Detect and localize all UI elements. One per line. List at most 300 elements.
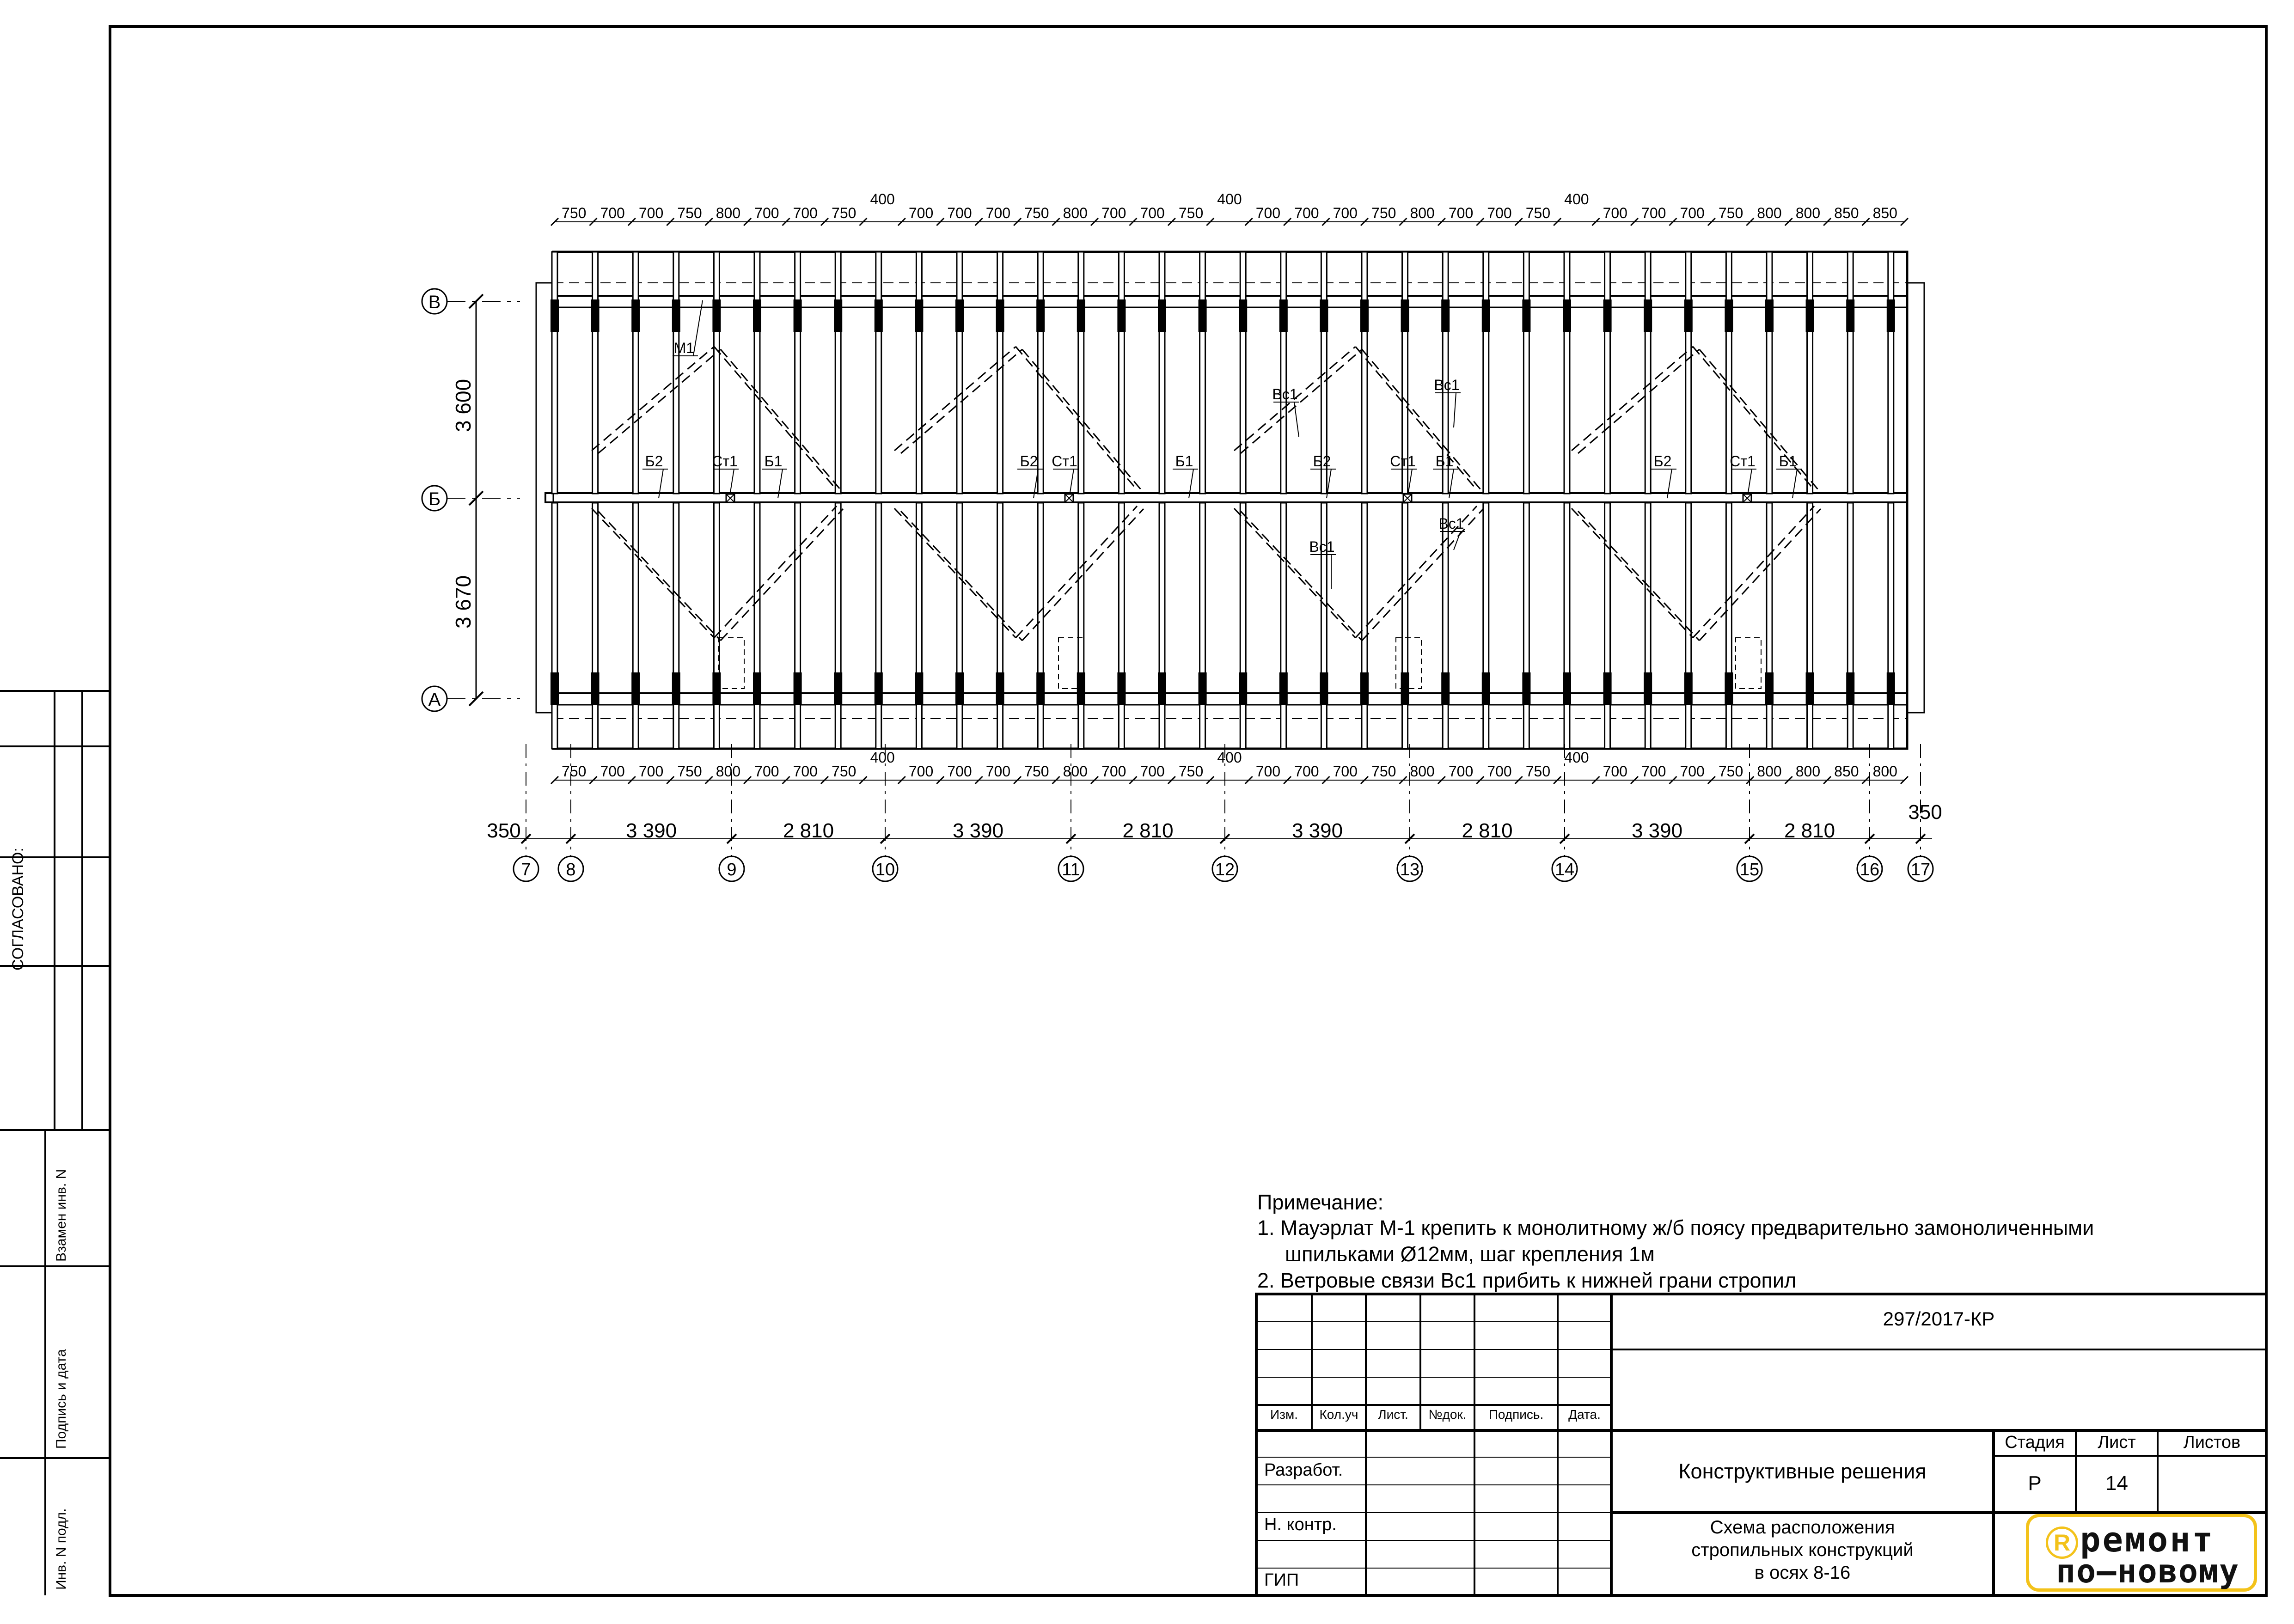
- rafter-bearing-top: [1441, 299, 1450, 332]
- top-pitch-label: 800: [1795, 205, 1821, 221]
- rafter-upper: [1240, 252, 1246, 494]
- tag-label: Ст1: [1052, 453, 1077, 470]
- wind-brace: [1572, 508, 1693, 638]
- rafter-lower: [714, 503, 719, 749]
- element-tags: [642, 300, 1802, 589]
- company-logo: [2026, 1514, 2257, 1592]
- rafter-bearing-bottom: [1725, 672, 1733, 705]
- rafter-bearing-bottom: [1279, 672, 1288, 705]
- wind-brace: [1578, 511, 1700, 641]
- sheet-label: Лист: [2098, 1433, 2136, 1452]
- col-qty: Кол.уч: [1319, 1407, 1358, 1422]
- rafter-bearing-bottom: [1360, 672, 1369, 705]
- role-norm-control: Н. контр.: [1264, 1515, 1337, 1534]
- top-pitch-label: 700: [1294, 205, 1319, 221]
- bottom-pitch-label: 700: [600, 763, 625, 780]
- note-2: 2. Ветровые связи Вс1 прибить к нижней грани стропил: [1257, 1269, 1797, 1292]
- rafter-upper: [997, 252, 1003, 494]
- drawing-title-1: Схема расположения: [1710, 1517, 1895, 1538]
- rafter-bearing-bottom: [1563, 672, 1571, 705]
- rafter-bearing-top: [1725, 299, 1733, 332]
- top-pitch-label: 700: [1101, 205, 1126, 221]
- wind-brace: [1693, 506, 1815, 638]
- rafter-bearing-bottom: [794, 672, 802, 705]
- rafter-bearing-top: [712, 299, 721, 332]
- tag-label: Вс1: [1438, 515, 1464, 532]
- rafter-bearing-bottom: [875, 672, 883, 705]
- top-pitch-label: 400: [1564, 191, 1589, 208]
- top-pitch-label: 400: [1217, 191, 1242, 208]
- bottom-pitch-label: 750: [677, 763, 702, 780]
- section-title: Конструктивные решения: [1678, 1459, 1927, 1483]
- wind-brace: [598, 349, 721, 453]
- dim-3670: 3 670: [451, 575, 475, 629]
- stamp-sign-date: Подпись и дата: [54, 1349, 69, 1449]
- top-pitch-label: 750: [832, 205, 856, 221]
- rafter-bearing-bottom: [1199, 672, 1207, 705]
- bottom-pitch-label: 750: [1178, 763, 1204, 780]
- rafter-upper: [835, 252, 841, 494]
- rafter-bearing-bottom: [1806, 672, 1814, 705]
- top-pitch-label: 750: [1178, 205, 1204, 221]
- rafter-bearing-top: [1199, 299, 1207, 332]
- rafter-bearing-top: [834, 299, 842, 332]
- rafter-bearing-top: [1077, 299, 1085, 332]
- tag-leader: [1454, 531, 1461, 550]
- top-pitch-label: 750: [562, 205, 587, 221]
- rafter-bearing-top: [672, 299, 680, 332]
- rafter-bearing-bottom: [1158, 672, 1166, 705]
- rafter-bearing-top: [631, 299, 640, 332]
- rafter-bearing-bottom: [1644, 672, 1652, 705]
- top-pitch-label: 700: [908, 205, 934, 221]
- top-pitch-label: 800: [1063, 205, 1088, 221]
- rafter-bearing-bottom: [1765, 672, 1774, 705]
- sheets-label: Листов: [2183, 1433, 2241, 1452]
- wind-brace: [598, 511, 721, 641]
- rafter-lower: [1847, 503, 1853, 749]
- rafter-bearing-top: [794, 299, 802, 332]
- rafter-bearing-top: [1522, 299, 1530, 332]
- tag-label: Б1: [1779, 453, 1797, 470]
- sheet-frame: [110, 26, 2266, 1595]
- stamp-replaced-inv: Взамен инв. N: [54, 1169, 69, 1262]
- bottom-pitch-label: 750: [1024, 763, 1049, 780]
- rafter-upper: [1362, 252, 1367, 494]
- rafter-upper: [876, 252, 881, 494]
- support-post-outline: [719, 638, 744, 689]
- bottom-pitch-label: 700: [754, 763, 779, 780]
- tag-leader: [693, 300, 703, 356]
- rafter-lower: [997, 503, 1003, 749]
- rafter-upper: [754, 252, 760, 494]
- rafter-bearing-bottom: [753, 672, 761, 705]
- logo-line-1: ремонт: [2080, 1520, 2215, 1560]
- top-pitch-label: 700: [1603, 205, 1627, 221]
- rafter-lower: [1281, 503, 1286, 749]
- project-code: 297/2017-КР: [1883, 1308, 1995, 1330]
- top-pitch-label: 700: [638, 205, 664, 221]
- axis-label-v: 10: [875, 860, 895, 879]
- rafter-bearing-bottom: [672, 672, 680, 705]
- bottom-pitch-label: 700: [1448, 763, 1474, 780]
- wind-braces: [592, 347, 1821, 689]
- rafter-lower: [835, 503, 841, 749]
- top-pitch-label: 750: [1024, 205, 1049, 221]
- bottom-pitch-label: 800: [1757, 763, 1782, 780]
- rafter-bearing-bottom: [915, 672, 923, 705]
- top-pitch-label: 750: [677, 205, 702, 221]
- stamp-inv-orig: Инв. N подл.: [54, 1508, 69, 1590]
- rafter-bearing-top: [915, 299, 923, 332]
- axis-dim-label: 350: [1908, 801, 1942, 824]
- tag-label: Б1: [1175, 453, 1193, 470]
- rafter-lower: [1888, 503, 1894, 749]
- rafter-lower: [1767, 503, 1772, 749]
- rafter-bearing-bottom: [1320, 672, 1328, 705]
- rafter-bearing-top: [1320, 299, 1328, 332]
- rafter-bearing-top: [1644, 299, 1652, 332]
- bottom-pitch-label: 750: [1371, 763, 1396, 780]
- axis-label-v: 14: [1554, 860, 1575, 879]
- col-sign: Подпись.: [1488, 1407, 1544, 1422]
- bottom-pitch-label: 750: [1525, 763, 1551, 780]
- tag-label: М1: [673, 340, 695, 356]
- rafter-lower: [1078, 503, 1084, 749]
- rafter-bearing-top: [1563, 299, 1571, 332]
- rafter-lower: [1159, 503, 1165, 749]
- drawing-title-3: в осях 8-16: [1754, 1563, 1851, 1583]
- rafter-upper: [633, 252, 638, 494]
- rafter-bearing-bottom: [955, 672, 964, 705]
- rafter-upper: [1605, 252, 1610, 494]
- top-pitch-label: 850: [1872, 205, 1897, 221]
- axis-label-v: 12: [1215, 860, 1235, 879]
- axis-label-v: 9: [727, 860, 737, 879]
- axis-dim-label: 3 390: [1291, 819, 1343, 842]
- tag-leader: [1294, 402, 1299, 437]
- top-pitch-label: 700: [1641, 205, 1666, 221]
- top-pitch-label: 700: [1680, 205, 1705, 221]
- bottom-pitch-label: 700: [947, 763, 972, 780]
- rafter-bearing-bottom: [1482, 672, 1490, 705]
- rafter-bearing-top: [875, 299, 883, 332]
- stage-label: Стадия: [2005, 1433, 2065, 1452]
- top-pitch-label: 750: [1525, 205, 1551, 221]
- rafter-bearing-top: [955, 299, 964, 332]
- axis-label-v: 7: [521, 860, 531, 879]
- rafter-lower: [593, 503, 598, 749]
- rafter-upper: [1200, 252, 1205, 494]
- rafter-upper: [673, 252, 679, 494]
- rafter-bearing-top: [1887, 299, 1895, 332]
- rafter-upper: [916, 252, 922, 494]
- rafter-lower: [1726, 503, 1731, 749]
- top-pitch-label: 400: [870, 191, 895, 208]
- axis-dim-label: 2 810: [783, 819, 834, 842]
- col-date: Дата.: [1568, 1407, 1601, 1422]
- rafter-lower: [1645, 503, 1651, 749]
- rafter-upper: [1281, 252, 1286, 494]
- rafter-lower: [633, 503, 638, 749]
- bottom-pitch-label: 800: [1795, 763, 1821, 780]
- rafter-bearing-top: [1482, 299, 1490, 332]
- rafter-bearing-bottom: [631, 672, 640, 705]
- rafter-lower: [1686, 503, 1691, 749]
- rafter-bearing-top: [591, 299, 599, 332]
- rafter-lower: [1119, 503, 1124, 749]
- approval-label: СОГЛАСОВАНО:: [9, 848, 27, 971]
- rafter-bearing-top: [1765, 299, 1774, 332]
- rafter-upper: [1564, 252, 1570, 494]
- rafter-bearing-bottom: [1887, 672, 1895, 705]
- bottom-pitch-label: 700: [985, 763, 1011, 780]
- rafter-lower: [876, 503, 881, 749]
- wind-brace: [721, 509, 843, 641]
- rafter-bearing-top: [1117, 299, 1126, 332]
- tag-label: Ст1: [712, 453, 738, 470]
- rafter-bearing-top: [1036, 299, 1045, 332]
- rafter-lower: [1523, 503, 1529, 749]
- wind-brace: [1700, 349, 1821, 493]
- axis-label-h: Б: [428, 489, 441, 509]
- bottom-pitch-label: 800: [716, 763, 741, 780]
- rafter-bearing-top: [1603, 299, 1612, 332]
- plan-outline: [536, 252, 1924, 749]
- rafter-bearing-top: [1239, 299, 1247, 332]
- rafter-upper: [1767, 252, 1772, 494]
- wind-brace: [1241, 349, 1362, 453]
- sheet-value: 14: [2105, 1472, 2128, 1495]
- note-1-cont: шпильками Ø12мм, шаг крепления 1м: [1285, 1242, 1655, 1266]
- rafter-lower: [1483, 503, 1489, 749]
- bottom-pitch-label: 700: [1603, 763, 1627, 780]
- rafter-bearing-top: [753, 299, 761, 332]
- rafter-upper: [795, 252, 801, 494]
- axis-label-v: 17: [1910, 860, 1931, 879]
- bottom-pitch-label: 700: [638, 763, 664, 780]
- rafter-upper: [1686, 252, 1691, 494]
- bottom-pitch-label: 700: [1255, 763, 1281, 780]
- rafter-upper: [1645, 252, 1651, 494]
- dim-3600: 3 600: [451, 379, 475, 432]
- rafter-bearing-bottom: [1117, 672, 1126, 705]
- wind-brace: [1356, 347, 1477, 490]
- bottom-pitch-label: 700: [1680, 763, 1705, 780]
- rafter-bearing-bottom: [1239, 672, 1247, 705]
- rafter-upper: [1523, 252, 1529, 494]
- rafter-bearing-top: [551, 299, 559, 332]
- wind-brace: [592, 508, 714, 638]
- note-1: 1. Мауэрлат М-1 крепить к монолитному ж/б поясу предварительно замоноличенными: [1257, 1216, 2094, 1239]
- rafter-bearing-bottom: [834, 672, 842, 705]
- axis-dim-label: 3 390: [625, 819, 677, 842]
- wind-brace: [1700, 509, 1821, 641]
- wind-brace: [1572, 347, 1693, 451]
- wind-brace: [1241, 511, 1362, 641]
- rafter-bearing-bottom: [1846, 672, 1854, 705]
- bottom-pitch-label: 400: [1217, 749, 1242, 766]
- rafter-upper: [1159, 252, 1165, 494]
- axis-label-h: В: [428, 292, 441, 312]
- bottom-pitch-label: 800: [1063, 763, 1088, 780]
- top-pitch-label: 800: [1410, 205, 1435, 221]
- bottom-pitch-label: 400: [870, 749, 895, 766]
- gable-right: [1907, 283, 1924, 713]
- top-pitch-label: 700: [985, 205, 1011, 221]
- drawing-title-2: стропильных конструкций: [1691, 1540, 1914, 1560]
- rafter-lower: [552, 503, 557, 749]
- bottom-pitch-label: 750: [562, 763, 587, 780]
- top-pitch-label: 700: [1140, 205, 1165, 221]
- tag-label: Б2: [645, 453, 663, 470]
- rafter-bearing-bottom: [712, 672, 721, 705]
- rafter-bearing-top: [1684, 299, 1693, 332]
- rafter-bearing-top: [1158, 299, 1166, 332]
- rafter-upper: [593, 252, 598, 494]
- rafter-lower: [795, 503, 801, 749]
- rafter-upper: [552, 252, 557, 494]
- rafter-bearing-top: [1846, 299, 1854, 332]
- col-change: Изм.: [1270, 1407, 1298, 1422]
- rafter-lower: [1564, 503, 1570, 749]
- rafter-bearing-top: [996, 299, 1004, 332]
- rafter-lower: [957, 503, 962, 749]
- rafter-bearing-bottom: [1036, 672, 1045, 705]
- bottom-pitch-label: 400: [1564, 749, 1589, 766]
- rafter-lower: [1807, 503, 1813, 749]
- bottom-pitch-label: 700: [1140, 763, 1165, 780]
- tag-label: Вс1: [1272, 386, 1298, 403]
- top-pitch-label: 700: [754, 205, 779, 221]
- rafter-upper: [1119, 252, 1124, 494]
- support-post-outline: [1736, 638, 1761, 689]
- ridge-beam: [545, 493, 1907, 502]
- top-pitch-label: 700: [600, 205, 625, 221]
- tag-label: Ст1: [1390, 453, 1416, 470]
- axis-label-v: 11: [1062, 860, 1080, 879]
- bottom-pitch-label: 700: [908, 763, 934, 780]
- rafter-upper: [1483, 252, 1489, 494]
- role-developer: Разработ.: [1264, 1460, 1343, 1480]
- axis-label-v: 15: [1739, 860, 1760, 879]
- wind-brace: [592, 347, 714, 451]
- rafter-upper: [1888, 252, 1894, 494]
- rafter-lower: [1240, 503, 1246, 749]
- bottom-pitch-label: 700: [1487, 763, 1512, 780]
- bottom-pitch-label: 700: [1333, 763, 1358, 780]
- rafter-upper: [957, 252, 962, 494]
- rafter-bearing-bottom: [1684, 672, 1693, 705]
- rafter-bearing-bottom: [1603, 672, 1612, 705]
- logo-line-2: по—новому: [2056, 1552, 2240, 1590]
- bottom-pitch-label: 700: [793, 763, 818, 780]
- axis-dim-label: 2 810: [1462, 819, 1513, 842]
- bottom-pitch-label: 750: [832, 763, 856, 780]
- rafter-lower: [754, 503, 760, 749]
- top-pitch-label: 800: [716, 205, 741, 221]
- bottom-pitch-label: 700: [1101, 763, 1126, 780]
- rafter-upper: [1807, 252, 1813, 494]
- wind-brace: [1362, 509, 1484, 641]
- axis-dim-label: 2 810: [1784, 819, 1835, 842]
- stage-value: Р: [2028, 1472, 2042, 1495]
- registered-mark-icon: R: [2046, 1526, 2078, 1559]
- bottom-pitch-label: 750: [1718, 763, 1743, 780]
- bottom-pitch-label: 700: [1641, 763, 1666, 780]
- rafter-bearing-top: [1279, 299, 1288, 332]
- top-pitch-label: 850: [1834, 205, 1859, 221]
- col-doc: №док.: [1428, 1407, 1467, 1422]
- wind-brace: [1234, 508, 1356, 638]
- rafter-bearing-top: [1806, 299, 1814, 332]
- bottom-pitch-label: 800: [1410, 763, 1435, 780]
- rafter-bearing-top: [1360, 299, 1369, 332]
- top-pitch-label: 700: [1333, 205, 1358, 221]
- tag-leader: [1454, 393, 1456, 427]
- rafter-bearing-bottom: [996, 672, 1004, 705]
- tag-label: Б1: [764, 453, 783, 470]
- tag-label: Б1: [1435, 453, 1454, 470]
- axis-dim-label: 2 810: [1122, 819, 1174, 842]
- axis-label-v: 16: [1860, 860, 1880, 879]
- rafter-bearing-bottom: [551, 672, 559, 705]
- rafter-bearing-bottom: [1522, 672, 1530, 705]
- rafter-upper: [1847, 252, 1853, 494]
- axis-dim-label: 3 390: [1631, 819, 1683, 842]
- top-pitch-label: 700: [1448, 205, 1474, 221]
- notes-heading: Примечание:: [1257, 1191, 1383, 1214]
- col-sheet: Лист.: [1378, 1407, 1408, 1422]
- tag-label: Б2: [1653, 453, 1672, 470]
- grid-axes: [422, 289, 1933, 881]
- rafter-bearing-bottom: [591, 672, 599, 705]
- bottom-pitch-label: 700: [1294, 763, 1319, 780]
- top-pitch-label: 700: [1487, 205, 1512, 221]
- top-pitch-label: 700: [793, 205, 818, 221]
- top-pitch-label: 750: [1371, 205, 1396, 221]
- bottom-pitch-label: 800: [1872, 763, 1897, 780]
- rafter-lower: [1200, 503, 1205, 749]
- rafter-bearing-bottom: [1441, 672, 1450, 705]
- wind-brace: [1362, 349, 1484, 493]
- rafter-lower: [673, 503, 679, 749]
- tag-label: Вс1: [1434, 377, 1460, 393]
- role-chief: ГИП: [1264, 1570, 1299, 1590]
- rafter-lower: [1038, 503, 1043, 749]
- top-pitch-label: 750: [1718, 205, 1743, 221]
- tag-label: Б2: [1313, 453, 1331, 470]
- axis-label-h: А: [428, 690, 441, 710]
- bottom-pitch-label: 850: [1834, 763, 1859, 780]
- axis-dim-label: 350: [487, 819, 521, 842]
- tag-label: Б2: [1020, 453, 1038, 470]
- wind-brace: [714, 506, 837, 638]
- top-pitch-label: 800: [1757, 205, 1782, 221]
- tag-label: Ст1: [1730, 453, 1756, 470]
- rafter-lower: [1402, 503, 1408, 749]
- axis-label-v: 8: [566, 860, 576, 879]
- tag-label: Вс1: [1309, 538, 1335, 555]
- top-pitch-label: 700: [1255, 205, 1281, 221]
- side-stamp-strip: [0, 691, 110, 1595]
- axis-label-v: 13: [1400, 860, 1420, 879]
- rafter-bearing-top: [1401, 299, 1409, 332]
- top-pitch-label: 700: [947, 205, 972, 221]
- axis-dim-label: 3 390: [952, 819, 1004, 842]
- wind-brace: [1578, 349, 1700, 453]
- rafter-lower: [916, 503, 922, 749]
